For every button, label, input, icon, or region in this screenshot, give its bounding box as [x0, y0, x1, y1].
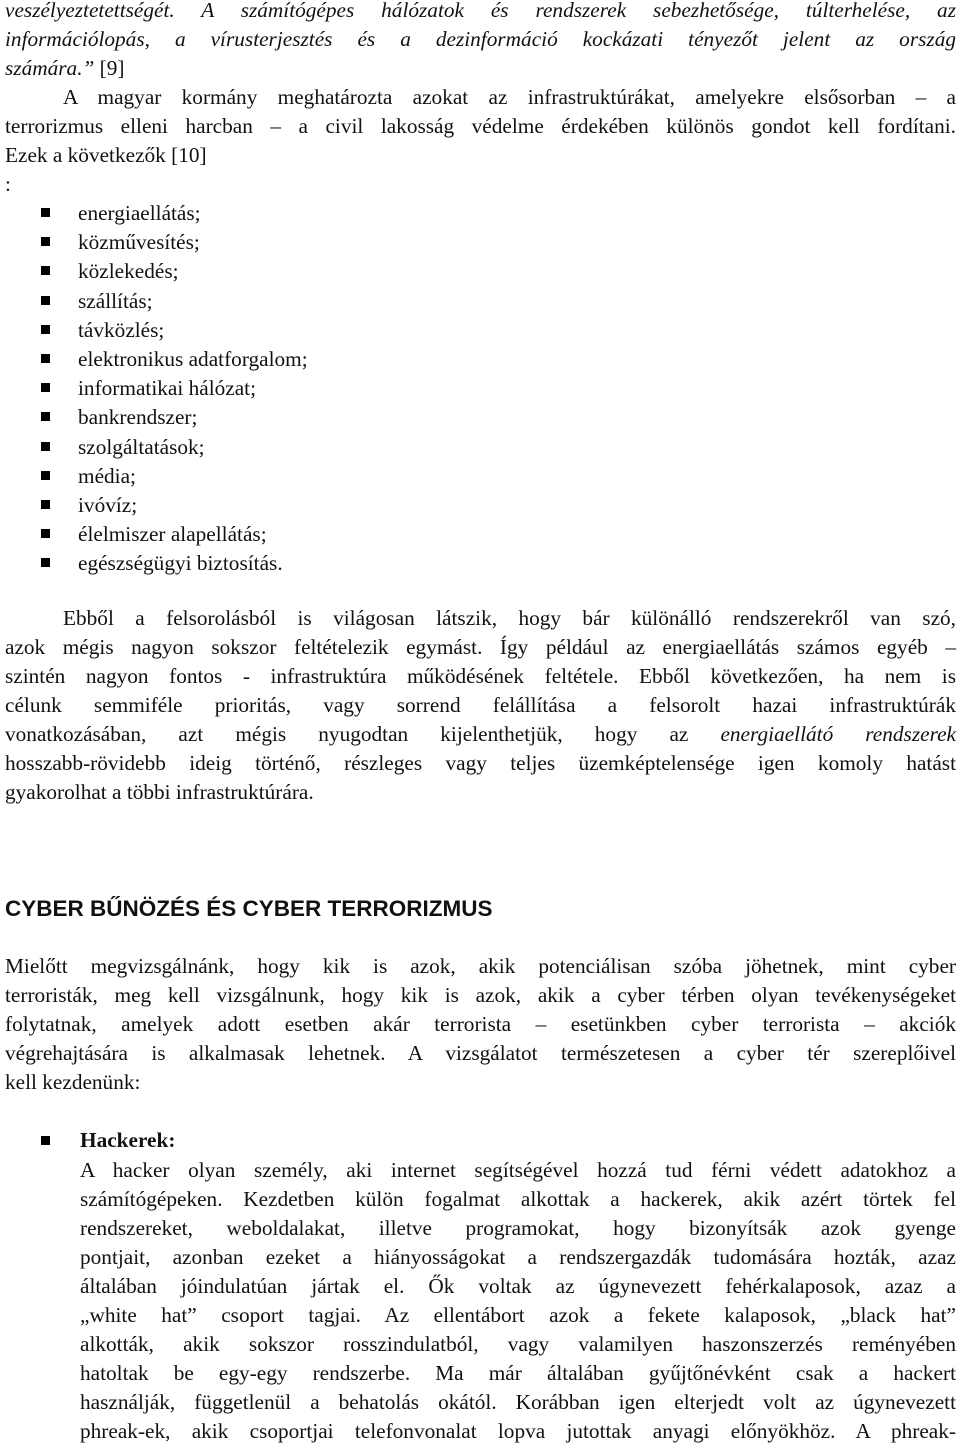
list-item-label: közművesítés; — [78, 230, 200, 255]
italic-phrase: energiaellátó rendszerek — [720, 722, 956, 746]
bullet-square-icon — [41, 442, 50, 451]
list-item — [0, 287, 308, 316]
list-item-label: ivóvíz; — [78, 493, 138, 518]
list-item-label: egészségügyi biztosítás. — [78, 551, 283, 576]
list-item-label: energiaellátás; — [78, 201, 201, 225]
list-item — [0, 520, 308, 549]
bullet-square-icon — [41, 412, 50, 421]
analysis-line: célunk semmiféle prioritás, vagy sorrend felállítása a felsorolt hazai infrastruktúrák — [5, 693, 956, 717]
bullet-square-icon — [41, 471, 50, 480]
bullet-square-icon — [41, 296, 50, 305]
analysis-line: hosszabb-rövidebb ideig történő, részleges vagy teljes üzemképtelensége igen komoly hatást — [5, 751, 956, 775]
bullet-square-icon — [41, 500, 50, 509]
intro-line-last — [5, 54, 956, 83]
analysis-line-with-italic — [5, 720, 956, 749]
hackers-line: „white hat” csoport tagjai. Az ellentábort azok a fekete kalaposok, „black hat” — [80, 1303, 956, 1327]
section-heading: CYBER BŰNÖZÉS ÉS CYBER TERRORIZMUS — [5, 896, 493, 921]
gov-line: Ezek a következők [10] — [5, 143, 207, 167]
section-line: Mielőtt megvizsgálnánk, hogy kik is azok, akik potenciálisan szóba jöhetnek, mint cyber — [5, 954, 956, 978]
hackers-line: hatoltak be egy-egy rendszerbe. Ma már általában gyűjtőnévként csak a hackert — [80, 1361, 956, 1385]
list-item-label: bankrendszer; — [78, 405, 198, 430]
section-line: terroristák, meg kell vizsgálnunk, hogy kik is azok, akik a cyber térben olyan tevékenységeket — [5, 983, 956, 1007]
list-item — [0, 345, 308, 374]
bullet-square-icon — [41, 558, 50, 567]
section-paragraph — [5, 952, 956, 1097]
bullet-square-icon — [41, 529, 50, 538]
citation-9: [9] — [94, 56, 125, 80]
list-item — [0, 316, 308, 345]
gov-line: A magyar kormány meghatározta azokat az infrastruktúrákat, amelyekre elsősorban – a — [63, 85, 956, 109]
list-item-label: informatikai hálózat; — [78, 376, 256, 401]
list-item — [0, 228, 308, 257]
list-item — [0, 549, 308, 578]
analysis-line: Ebből a felsorolásból is világosan látszik, hogy bár különálló rendszerekről van szó, — [63, 606, 956, 630]
intro-line: veszélyeztetettségét. A számítógépes hálózatok és rendszerek sebezhetősége, túlterhelése, az — [5, 0, 956, 22]
analysis-line: szintén nagyon fontos - infrastruktúra működésének feltétele. Ebből következően, ha nem is — [5, 664, 956, 688]
hackers-line: pontjait, azonban ezeket a hiányosságokat a rendszergazdák tudomására hozták, azaz — [80, 1245, 956, 1269]
bullet-square-icon — [41, 237, 50, 246]
hackers-body — [80, 1156, 956, 1446]
section-line: folytatnak, amelyek adott esetben akár terrorista – esetünkben cyber terrorista – akciók — [5, 1012, 956, 1036]
bullet-square-icon — [41, 383, 50, 392]
bullet-square-icon — [41, 208, 50, 217]
analysis-line: gyakorolhat a többi infrastruktúrára. — [5, 780, 314, 804]
infrastructure-list — [0, 199, 308, 579]
hackers-line: alkották, akik sokszor rosszindulatból, vagy valamilyen haszonszerzés reményében — [80, 1332, 956, 1356]
list-item-label: szállítás; — [78, 288, 153, 313]
bullet-square-icon — [41, 1136, 50, 1145]
gov-line: terrorizmus elleni harcban – a civil lakosság védelme érdekében különös gondot kell fordítani. — [5, 114, 956, 138]
section-line: végrehajtására is alkalmasak lehetnek. A vizsgálatot természetesen a cyber tér szereplőivel — [5, 1041, 956, 1065]
bullet-square-icon — [41, 354, 50, 363]
list-item — [0, 433, 308, 462]
hackers-title: Hackerek: — [80, 1128, 176, 1152]
hackers-line: általában jóindulatúan jártak el. Ők voltak az úgynevezett fehérkalaposok, azaz a — [80, 1274, 956, 1298]
list-item-label: elektronikus adatforgalom; — [78, 347, 308, 372]
list-item-label: közlekedés; — [78, 259, 179, 284]
list-item — [0, 491, 308, 520]
intro-paragraph — [5, 0, 956, 83]
analysis-paragraph — [5, 604, 956, 807]
list-item-label: média; — [78, 463, 136, 488]
list-item-label: szolgáltatások; — [78, 434, 205, 459]
list-item — [0, 403, 308, 432]
analysis-line-text: vonatkozásában, azt mégis nyugodtan kijelenthetjük, hogy az — [5, 722, 721, 746]
list-item — [0, 199, 308, 228]
list-item-label: élelmiszer alapellátás; — [78, 522, 267, 547]
section-line: kell kezdenünk: — [5, 1070, 141, 1094]
hackers-line: A hacker olyan személy, aki internet segítségével hozzá tud férni védett adatokhoz a — [80, 1158, 956, 1182]
intro-quote-end: számára.” — [5, 56, 95, 80]
hackers-line: használják, függetlenül a behatolás okától. Korábban igen elterjedt volt az úgynevezett — [80, 1390, 956, 1414]
hackers-line: phreak-ek, akik csoportjai telefonvonalat lopva jutottak anyagi előnyökhöz. A phreak- — [80, 1419, 956, 1443]
intro-line: információlopás, a vírusterjesztés és a dezinformáció kockázati tényezőt jelent az ország — [5, 27, 956, 51]
list-item — [0, 257, 308, 286]
list-item-label: távközlés; — [78, 317, 165, 342]
analysis-line: azok mégis nagyon sokszor feltételezik egymást. Így például az energiaellátás számos egyéb – — [5, 635, 956, 659]
hackers-line: számítógépeken. Kezdetben külön fogalmat alkottak a hackerek, akik azért törtek fel — [80, 1187, 956, 1211]
bullet-square-icon — [41, 325, 50, 334]
bullet-square-icon — [41, 266, 50, 275]
gov-line: : — [5, 172, 11, 196]
list-item — [0, 462, 308, 491]
hackers-line: rendszereket, weboldalakat, illetve programokat, hogy bizonyítsák azok gyenge — [80, 1216, 956, 1240]
government-paragraph — [5, 83, 956, 199]
list-item — [0, 374, 308, 403]
